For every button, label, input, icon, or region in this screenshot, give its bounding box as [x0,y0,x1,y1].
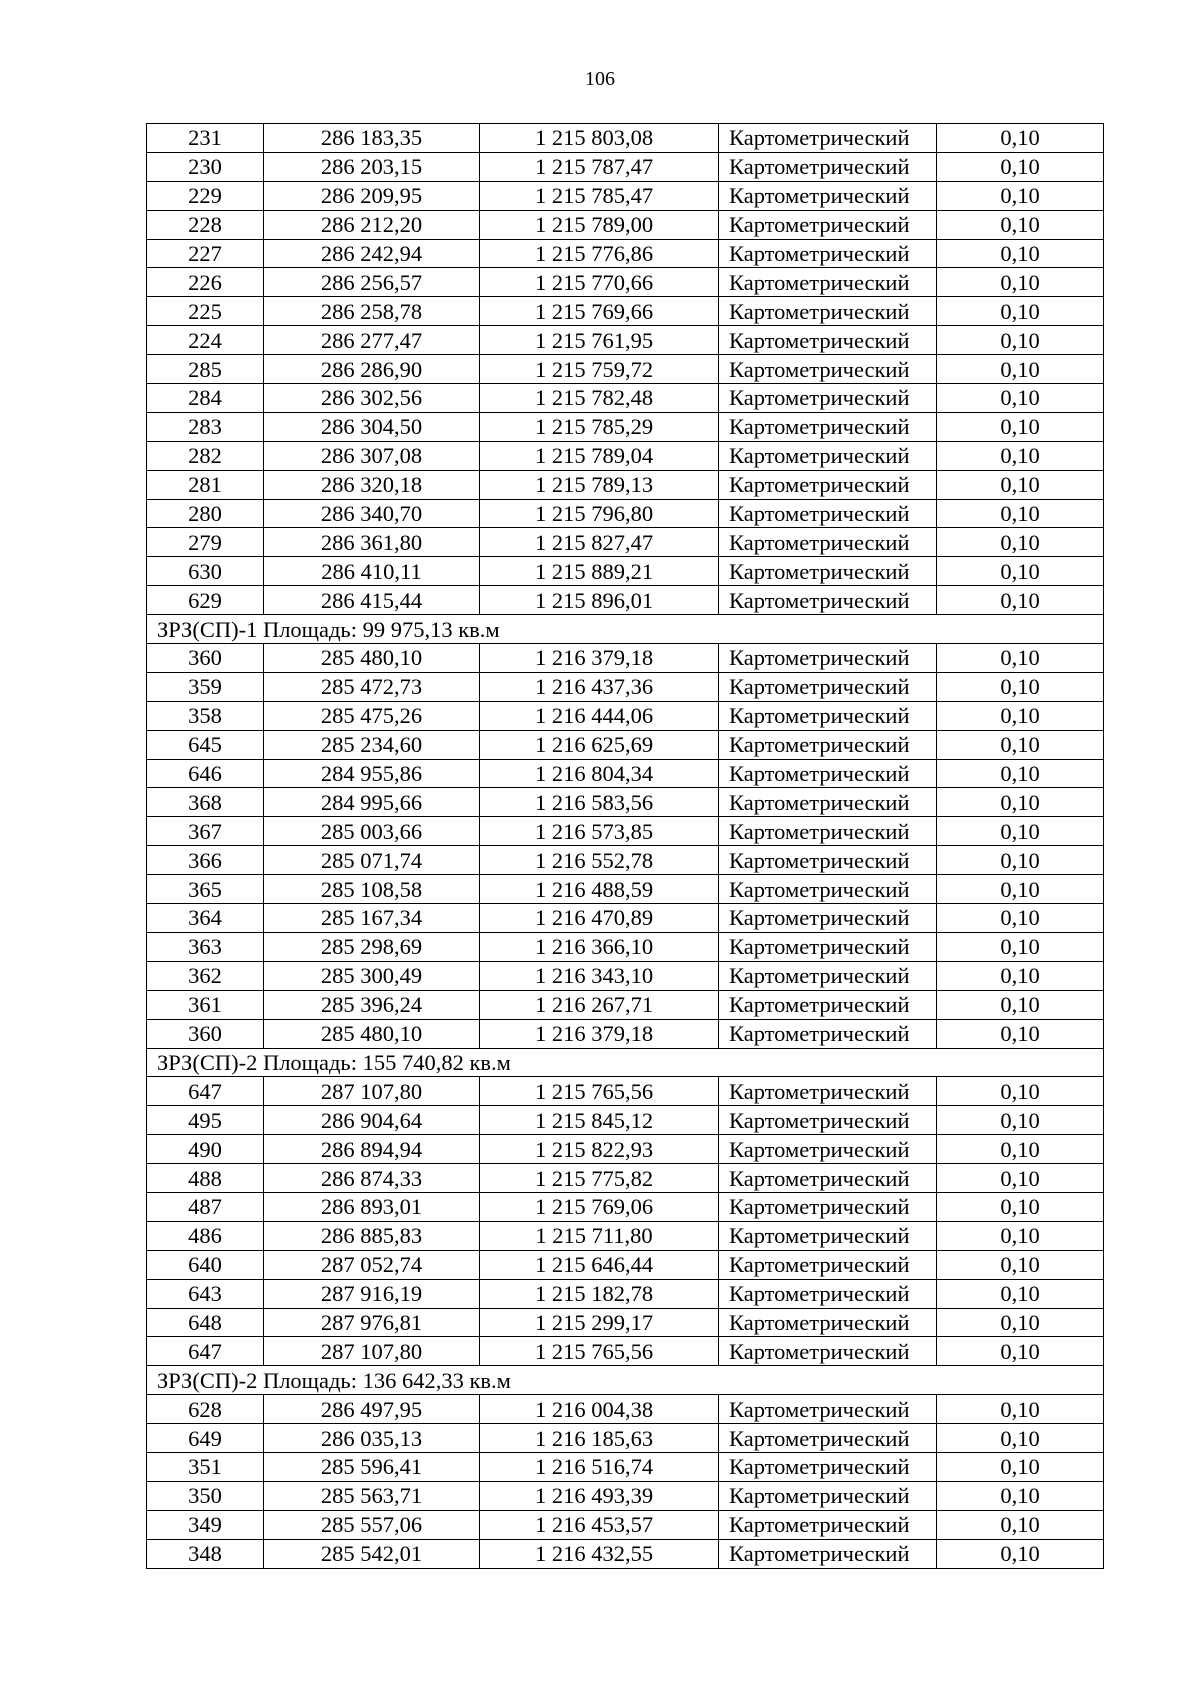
method-cell: Картометрический [719,990,937,1019]
method-cell: Картометрический [719,1019,937,1048]
x-coordinate-cell: 284 955,86 [264,759,480,788]
accuracy-cell: 0,10 [937,124,1104,153]
table-row [147,701,1104,730]
point-number-cell: 360 [147,1019,264,1048]
y-coordinate-cell: 1 215 785,47 [480,181,719,210]
y-coordinate-cell: 1 215 299,17 [480,1308,719,1337]
method-cell: Картометрический [719,730,937,759]
accuracy-cell: 0,10 [937,355,1104,384]
y-coordinate-cell: 1 215 769,66 [480,297,719,326]
table-row [147,384,1104,413]
point-number-cell: 362 [147,961,264,990]
table-row [147,1135,1104,1164]
section-header-row [147,615,1104,644]
y-coordinate-cell: 1 215 769,06 [480,1192,719,1221]
y-coordinate-cell: 1 216 379,18 [480,1019,719,1048]
method-cell: Картометрический [719,1135,937,1164]
section-header: ЗРЗ(СП)-2 Площадь: 155 740,82 кв.м [147,1048,1104,1077]
method-cell: Картометрический [719,210,937,239]
point-number-cell: 361 [147,990,264,1019]
coordinates-table [146,123,1104,1569]
table-row [147,1481,1104,1510]
accuracy-cell: 0,10 [937,557,1104,586]
table-row [147,326,1104,355]
accuracy-cell: 0,10 [937,1106,1104,1135]
x-coordinate-cell: 286 258,78 [264,297,480,326]
y-coordinate-cell: 1 215 789,00 [480,210,719,239]
x-coordinate-cell: 285 557,06 [264,1510,480,1539]
y-coordinate-cell: 1 215 775,82 [480,1164,719,1193]
x-coordinate-cell: 284 995,66 [264,788,480,817]
x-coordinate-cell: 285 480,10 [264,644,480,673]
point-number-cell: 348 [147,1539,264,1568]
x-coordinate-cell: 287 976,81 [264,1308,480,1337]
x-coordinate-cell: 286 242,94 [264,239,480,268]
accuracy-cell: 0,10 [937,875,1104,904]
table-row [147,1077,1104,1106]
method-cell: Картометрический [719,961,937,990]
point-number-cell: 630 [147,557,264,586]
accuracy-cell: 0,10 [937,1395,1104,1424]
accuracy-cell: 0,10 [937,210,1104,239]
table-row [147,210,1104,239]
point-number-cell: 228 [147,210,264,239]
accuracy-cell: 0,10 [937,268,1104,297]
method-cell: Картометрический [719,412,937,441]
point-number-cell: 351 [147,1452,264,1481]
y-coordinate-cell: 1 215 765,56 [480,1077,719,1106]
accuracy-cell: 0,10 [937,759,1104,788]
point-number-cell: 367 [147,817,264,846]
accuracy-cell: 0,10 [937,1337,1104,1366]
y-coordinate-cell: 1 216 493,39 [480,1481,719,1510]
x-coordinate-cell: 286 320,18 [264,470,480,499]
accuracy-cell: 0,10 [937,1452,1104,1481]
method-cell: Картометрический [719,932,937,961]
point-number-cell: 229 [147,181,264,210]
x-coordinate-cell: 286 035,13 [264,1424,480,1453]
x-coordinate-cell: 285 003,66 [264,817,480,846]
x-coordinate-cell: 285 563,71 [264,1481,480,1510]
accuracy-cell: 0,10 [937,1019,1104,1048]
point-number-cell: 365 [147,875,264,904]
x-coordinate-cell: 286 874,33 [264,1164,480,1193]
method-cell: Картометрический [719,268,937,297]
point-number-cell: 226 [147,268,264,297]
method-cell: Картометрический [719,788,937,817]
accuracy-cell: 0,10 [937,672,1104,701]
accuracy-cell: 0,10 [937,961,1104,990]
point-number-cell: 349 [147,1510,264,1539]
y-coordinate-cell: 1 216 366,10 [480,932,719,961]
y-coordinate-cell: 1 215 182,78 [480,1279,719,1308]
method-cell: Картометрический [719,1424,937,1453]
method-cell: Картометрический [719,644,937,673]
x-coordinate-cell: 286 286,90 [264,355,480,384]
table-row [147,239,1104,268]
method-cell: Картометрический [719,875,937,904]
accuracy-cell: 0,10 [937,730,1104,759]
method-cell: Картометрический [719,1308,937,1337]
method-cell: Картометрический [719,1539,937,1568]
method-cell: Картометрический [719,441,937,470]
accuracy-cell: 0,10 [937,1510,1104,1539]
point-number-cell: 366 [147,846,264,875]
table-row [147,1221,1104,1250]
x-coordinate-cell: 286 307,08 [264,441,480,470]
point-number-cell: 645 [147,730,264,759]
method-cell: Картометрический [719,846,937,875]
accuracy-cell: 0,10 [937,441,1104,470]
point-number-cell: 227 [147,239,264,268]
point-number-cell: 358 [147,701,264,730]
accuracy-cell: 0,10 [937,1192,1104,1221]
table-row [147,644,1104,673]
point-number-cell: 643 [147,1279,264,1308]
method-cell: Картометрический [719,557,937,586]
table-row [147,1106,1104,1135]
x-coordinate-cell: 286 410,11 [264,557,480,586]
x-coordinate-cell: 285 300,49 [264,961,480,990]
method-cell: Картометрический [719,355,937,384]
method-cell: Картометрический [719,1077,937,1106]
y-coordinate-cell: 1 215 787,47 [480,152,719,181]
point-number-cell: 495 [147,1106,264,1135]
accuracy-cell: 0,10 [937,1279,1104,1308]
y-coordinate-cell: 1 215 789,13 [480,470,719,499]
method-cell: Картометрический [719,1279,937,1308]
point-number-cell: 359 [147,672,264,701]
table-row [147,1510,1104,1539]
table-row [147,1452,1104,1481]
x-coordinate-cell: 285 480,10 [264,1019,480,1048]
x-coordinate-cell: 286 209,95 [264,181,480,210]
y-coordinate-cell: 1 215 827,47 [480,528,719,557]
point-number-cell: 647 [147,1077,264,1106]
x-coordinate-cell: 286 212,20 [264,210,480,239]
table-row [147,1308,1104,1337]
accuracy-cell: 0,10 [937,412,1104,441]
accuracy-cell: 0,10 [937,846,1104,875]
point-number-cell: 640 [147,1250,264,1279]
method-cell: Картометрический [719,239,937,268]
method-cell: Картометрический [719,904,937,933]
table-row [147,1395,1104,1424]
x-coordinate-cell: 285 234,60 [264,730,480,759]
y-coordinate-cell: 1 216 004,38 [480,1395,719,1424]
y-coordinate-cell: 1 215 796,80 [480,499,719,528]
y-coordinate-cell: 1 216 804,34 [480,759,719,788]
table-row [147,499,1104,528]
table-row [147,297,1104,326]
x-coordinate-cell: 286 893,01 [264,1192,480,1221]
y-coordinate-cell: 1 215 889,21 [480,557,719,586]
point-number-cell: 368 [147,788,264,817]
accuracy-cell: 0,10 [937,1164,1104,1193]
method-cell: Картометрический [719,1510,937,1539]
point-number-cell: 646 [147,759,264,788]
x-coordinate-cell: 285 298,69 [264,932,480,961]
method-cell: Картометрический [719,1250,937,1279]
accuracy-cell: 0,10 [937,932,1104,961]
accuracy-cell: 0,10 [937,1077,1104,1106]
table-row [147,990,1104,1019]
point-number-cell: 284 [147,384,264,413]
y-coordinate-cell: 1 215 776,86 [480,239,719,268]
table-row [147,441,1104,470]
y-coordinate-cell: 1 215 711,80 [480,1221,719,1250]
table-row [147,875,1104,904]
x-coordinate-cell: 286 203,15 [264,152,480,181]
table-row [147,152,1104,181]
y-coordinate-cell: 1 215 803,08 [480,124,719,153]
y-coordinate-cell: 1 216 267,71 [480,990,719,1019]
y-coordinate-cell: 1 216 516,74 [480,1452,719,1481]
x-coordinate-cell: 286 256,57 [264,268,480,297]
method-cell: Картометрический [719,1221,937,1250]
y-coordinate-cell: 1 215 785,29 [480,412,719,441]
accuracy-cell: 0,10 [937,644,1104,673]
table-row [147,586,1104,615]
y-coordinate-cell: 1 216 552,78 [480,846,719,875]
x-coordinate-cell: 287 052,74 [264,1250,480,1279]
method-cell: Картометрический [719,326,937,355]
y-coordinate-cell: 1 216 488,59 [480,875,719,904]
point-number-cell: 285 [147,355,264,384]
accuracy-cell: 0,10 [937,1308,1104,1337]
method-cell: Картометрический [719,1395,937,1424]
method-cell: Картометрический [719,124,937,153]
accuracy-cell: 0,10 [937,181,1104,210]
y-coordinate-cell: 1 216 444,06 [480,701,719,730]
accuracy-cell: 0,10 [937,904,1104,933]
table-row [147,1337,1104,1366]
point-number-cell: 282 [147,441,264,470]
y-coordinate-cell: 1 216 379,18 [480,644,719,673]
method-cell: Картометрический [719,701,937,730]
y-coordinate-cell: 1 216 453,57 [480,1510,719,1539]
y-coordinate-cell: 1 215 765,56 [480,1337,719,1366]
section-header: ЗРЗ(СП)-2 Площадь: 136 642,33 кв.м [147,1366,1104,1395]
table-row [147,759,1104,788]
x-coordinate-cell: 286 304,50 [264,412,480,441]
y-coordinate-cell: 1 216 343,10 [480,961,719,990]
table-row [147,181,1104,210]
y-coordinate-cell: 1 215 759,72 [480,355,719,384]
point-number-cell: 490 [147,1135,264,1164]
point-number-cell: 486 [147,1221,264,1250]
table-row [147,672,1104,701]
x-coordinate-cell: 286 183,35 [264,124,480,153]
table-row [147,730,1104,759]
x-coordinate-cell: 285 108,58 [264,875,480,904]
point-number-cell: 280 [147,499,264,528]
y-coordinate-cell: 1 215 896,01 [480,586,719,615]
method-cell: Картометрический [719,817,937,846]
accuracy-cell: 0,10 [937,499,1104,528]
accuracy-cell: 0,10 [937,528,1104,557]
point-number-cell: 230 [147,152,264,181]
point-number-cell: 649 [147,1424,264,1453]
point-number-cell: 629 [147,586,264,615]
table-row [147,528,1104,557]
table-row [147,1019,1104,1048]
point-number-cell: 283 [147,412,264,441]
method-cell: Картометрический [719,1481,937,1510]
y-coordinate-cell: 1 215 782,48 [480,384,719,413]
x-coordinate-cell: 285 542,01 [264,1539,480,1568]
method-cell: Картометрический [719,1452,937,1481]
point-number-cell: 224 [147,326,264,355]
x-coordinate-cell: 285 472,73 [264,672,480,701]
table-row [147,1424,1104,1453]
accuracy-cell: 0,10 [937,1424,1104,1453]
x-coordinate-cell: 286 302,56 [264,384,480,413]
y-coordinate-cell: 1 216 437,36 [480,672,719,701]
page-number: 106 [585,68,615,90]
y-coordinate-cell: 1 216 185,63 [480,1424,719,1453]
coordinates-table-body [147,124,1104,1569]
table-row [147,1279,1104,1308]
point-number-cell: 488 [147,1164,264,1193]
method-cell: Картометрический [719,759,937,788]
x-coordinate-cell: 286 415,44 [264,586,480,615]
table-row [147,1250,1104,1279]
point-number-cell: 350 [147,1481,264,1510]
accuracy-cell: 0,10 [937,326,1104,355]
x-coordinate-cell: 285 396,24 [264,990,480,1019]
method-cell: Картометрический [719,384,937,413]
accuracy-cell: 0,10 [937,1135,1104,1164]
method-cell: Картометрический [719,499,937,528]
point-number-cell: 231 [147,124,264,153]
x-coordinate-cell: 285 167,34 [264,904,480,933]
table-row [147,932,1104,961]
method-cell: Картометрический [719,586,937,615]
point-number-cell: 648 [147,1308,264,1337]
table-row [147,557,1104,586]
method-cell: Картометрический [719,297,937,326]
accuracy-cell: 0,10 [937,470,1104,499]
method-cell: Картометрический [719,181,937,210]
x-coordinate-cell: 286 497,95 [264,1395,480,1424]
method-cell: Картометрический [719,672,937,701]
point-number-cell: 647 [147,1337,264,1366]
accuracy-cell: 0,10 [937,1539,1104,1568]
y-coordinate-cell: 1 215 845,12 [480,1106,719,1135]
point-number-cell: 364 [147,904,264,933]
method-cell: Картометрический [719,1337,937,1366]
accuracy-cell: 0,10 [937,297,1104,326]
table-row [147,788,1104,817]
accuracy-cell: 0,10 [937,817,1104,846]
x-coordinate-cell: 287 107,80 [264,1337,480,1366]
x-coordinate-cell: 285 071,74 [264,846,480,875]
point-number-cell: 360 [147,644,264,673]
x-coordinate-cell: 286 885,83 [264,1221,480,1250]
x-coordinate-cell: 286 361,80 [264,528,480,557]
accuracy-cell: 0,10 [937,1250,1104,1279]
table-row [147,412,1104,441]
table-row [147,961,1104,990]
table-row [147,904,1104,933]
point-number-cell: 279 [147,528,264,557]
point-number-cell: 281 [147,470,264,499]
table-row [147,846,1104,875]
point-number-cell: 487 [147,1192,264,1221]
x-coordinate-cell: 286 894,94 [264,1135,480,1164]
table-row [147,1539,1104,1568]
accuracy-cell: 0,10 [937,701,1104,730]
y-coordinate-cell: 1 216 470,89 [480,904,719,933]
x-coordinate-cell: 287 107,80 [264,1077,480,1106]
y-coordinate-cell: 1 215 822,93 [480,1135,719,1164]
y-coordinate-cell: 1 216 583,56 [480,788,719,817]
point-number-cell: 363 [147,932,264,961]
x-coordinate-cell: 287 916,19 [264,1279,480,1308]
point-number-cell: 628 [147,1395,264,1424]
accuracy-cell: 0,10 [937,990,1104,1019]
method-cell: Картометрический [719,528,937,557]
y-coordinate-cell: 1 215 761,95 [480,326,719,355]
y-coordinate-cell: 1 216 432,55 [480,1539,719,1568]
x-coordinate-cell: 286 340,70 [264,499,480,528]
x-coordinate-cell: 286 277,47 [264,326,480,355]
y-coordinate-cell: 1 216 573,85 [480,817,719,846]
method-cell: Картометрический [719,1164,937,1193]
accuracy-cell: 0,10 [937,586,1104,615]
accuracy-cell: 0,10 [937,239,1104,268]
section-header-row [147,1048,1104,1077]
section-header: ЗРЗ(СП)-1 Площадь: 99 975,13 кв.м [147,615,1104,644]
x-coordinate-cell: 285 596,41 [264,1452,480,1481]
point-number-cell: 225 [147,297,264,326]
x-coordinate-cell: 286 904,64 [264,1106,480,1135]
y-coordinate-cell: 1 215 646,44 [480,1250,719,1279]
method-cell: Картометрический [719,470,937,499]
accuracy-cell: 0,10 [937,152,1104,181]
y-coordinate-cell: 1 215 789,04 [480,441,719,470]
accuracy-cell: 0,10 [937,788,1104,817]
method-cell: Картометрический [719,152,937,181]
table-row [147,355,1104,384]
y-coordinate-cell: 1 216 625,69 [480,730,719,759]
table-row [147,1164,1104,1193]
table-row [147,817,1104,846]
section-header-row [147,1366,1104,1395]
table-row [147,268,1104,297]
accuracy-cell: 0,10 [937,384,1104,413]
method-cell: Картометрический [719,1192,937,1221]
x-coordinate-cell: 285 475,26 [264,701,480,730]
y-coordinate-cell: 1 215 770,66 [480,268,719,297]
table-row [147,124,1104,153]
accuracy-cell: 0,10 [937,1221,1104,1250]
table-row [147,470,1104,499]
method-cell: Картометрический [719,1106,937,1135]
table-row [147,1192,1104,1221]
accuracy-cell: 0,10 [937,1481,1104,1510]
